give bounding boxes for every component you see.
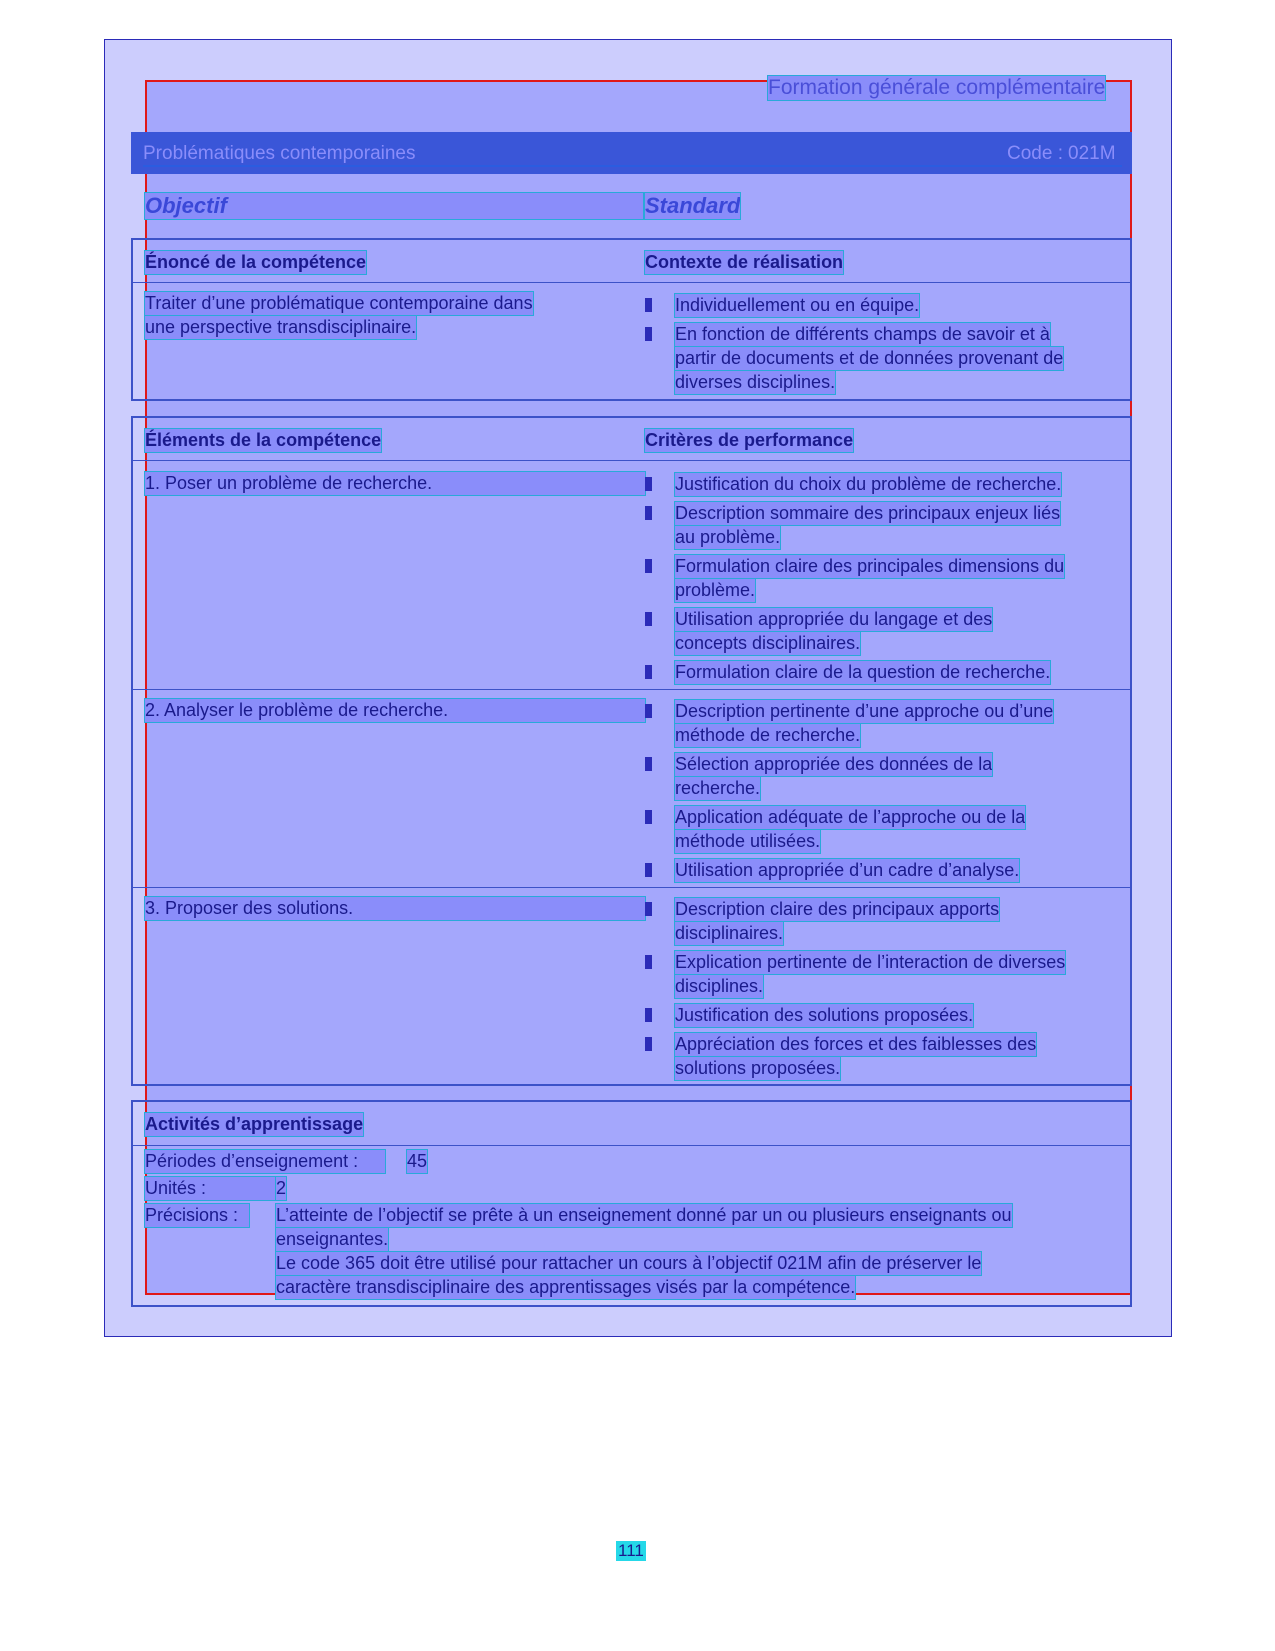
element-item: 1. Poser un problème de recherche. [145,472,645,495]
bullet-icon [645,477,652,491]
context-item: partir de documents et de données provenant de [675,348,1064,368]
course-title: Problématiques contemporaines [143,143,416,164]
program-title: Formation générale complémentaire [768,76,1106,99]
bullet-icon [645,559,652,573]
course-title-underline [143,145,1122,167]
criterion-item: Formulation claire de la question de recherche. [675,662,1051,682]
precisions-line: L’atteinte de l’objectif se prête à un enseignement donné par un ou plusieurs enseignants ou [276,1205,1012,1225]
bullet-icon [645,1008,652,1022]
bullet-icon [645,902,652,916]
bullet-icon [645,757,652,771]
precisions-line: caractère transdisciplinaire des apprentissages visés par la compétence. [276,1277,856,1297]
criterion-item: concepts disciplinaires. [675,633,861,653]
context-item: diverses disciplines. [675,372,836,392]
context-item: Individuellement ou en équipe. [675,295,920,315]
code-value: 021M [1068,143,1116,164]
criterion-item: problème. [675,580,756,600]
page-number: 111 [618,1541,644,1560]
criterion-item: Justification des solutions proposées. [675,1005,974,1025]
precisions-line: enseignantes. [276,1229,389,1249]
group-divider [131,887,1132,888]
group-divider [131,689,1132,690]
criterion-item: méthode utilisées. [675,831,821,851]
elements-header-divider [131,460,1132,461]
criterion-item: Application adéquate de l’approche ou de la [675,807,1026,827]
bullet-icon [645,298,652,312]
criterion-item: Description pertinente d’une approche ou d’une [675,701,1054,721]
bullet-icon [645,327,652,341]
criterion-item: au problème. [675,527,781,547]
precisions-line: Le code 365 doit être utilisé pour rattacher un cours à l’objectif 021M afin de préserver le [276,1253,982,1273]
criterion-item: Justification du choix du problème de recherche. [675,474,1062,494]
bullet-icon [645,810,652,824]
criterion-item: Description claire des principaux apports [675,899,1000,919]
bullet-icon [645,704,652,718]
context-heading: Contexte de réalisation [645,252,844,272]
objective-heading: Objectif [145,193,643,219]
criterion-item: disciplines. [675,976,764,996]
activities-heading: Activités d’apprentissage [145,1114,364,1134]
criterion-item: Appréciation des forces et des faiblesses des [675,1034,1037,1054]
bullet-icon [645,863,652,877]
units-label: Unités : [145,1177,275,1200]
context-item: En fonction de différents champs de savoir et à [675,324,1050,344]
statement-line: une perspective transdisciplinaire. [145,317,417,337]
code-label: Code : [1007,143,1063,164]
criterion-item: Utilisation appropriée du langage et des [675,609,993,629]
periods-label: Périodes d’enseignement : [145,1150,385,1173]
criterion-item: Formulation claire des principales dimensions du [675,556,1065,576]
precisions-label: Précisions : [145,1204,249,1227]
criterion-item: disciplinaires. [675,923,784,943]
criterion-item: solutions proposées. [675,1058,841,1078]
statement-line: Traiter d’une problématique contemporaine dans [145,293,533,313]
bullet-icon [645,612,652,626]
criterion-item: recherche. [675,778,761,798]
units-value: 2 [276,1178,287,1198]
criterion-item: Utilisation appropriée d’un cadre d’analyse. [675,860,1020,880]
activities-header-divider [131,1145,1132,1146]
bullet-icon [645,506,652,520]
element-item: 3. Proposer des solutions. [145,897,645,920]
bullet-icon [645,955,652,969]
elements-heading: Éléments de la compétence [145,430,382,450]
criterion-item: Sélection appropriée des données de la [675,754,993,774]
bullet-icon [645,1037,652,1051]
statement-heading: Énoncé de la compétence [145,252,367,272]
bullet-icon [645,665,652,679]
criterion-item: méthode de recherche. [675,725,861,745]
criterion-item: Explication pertinente de l’interaction de diverses [675,952,1066,972]
element-item: 2. Analyser le problème de recherche. [145,699,645,722]
criterion-item: Description sommaire des principaux enjeux liés [675,503,1061,523]
periods-value: 45 [407,1151,428,1171]
criteria-heading: Critères de performance [645,430,854,450]
competence-header-divider [131,282,1132,283]
standard-heading: Standard [645,193,741,218]
